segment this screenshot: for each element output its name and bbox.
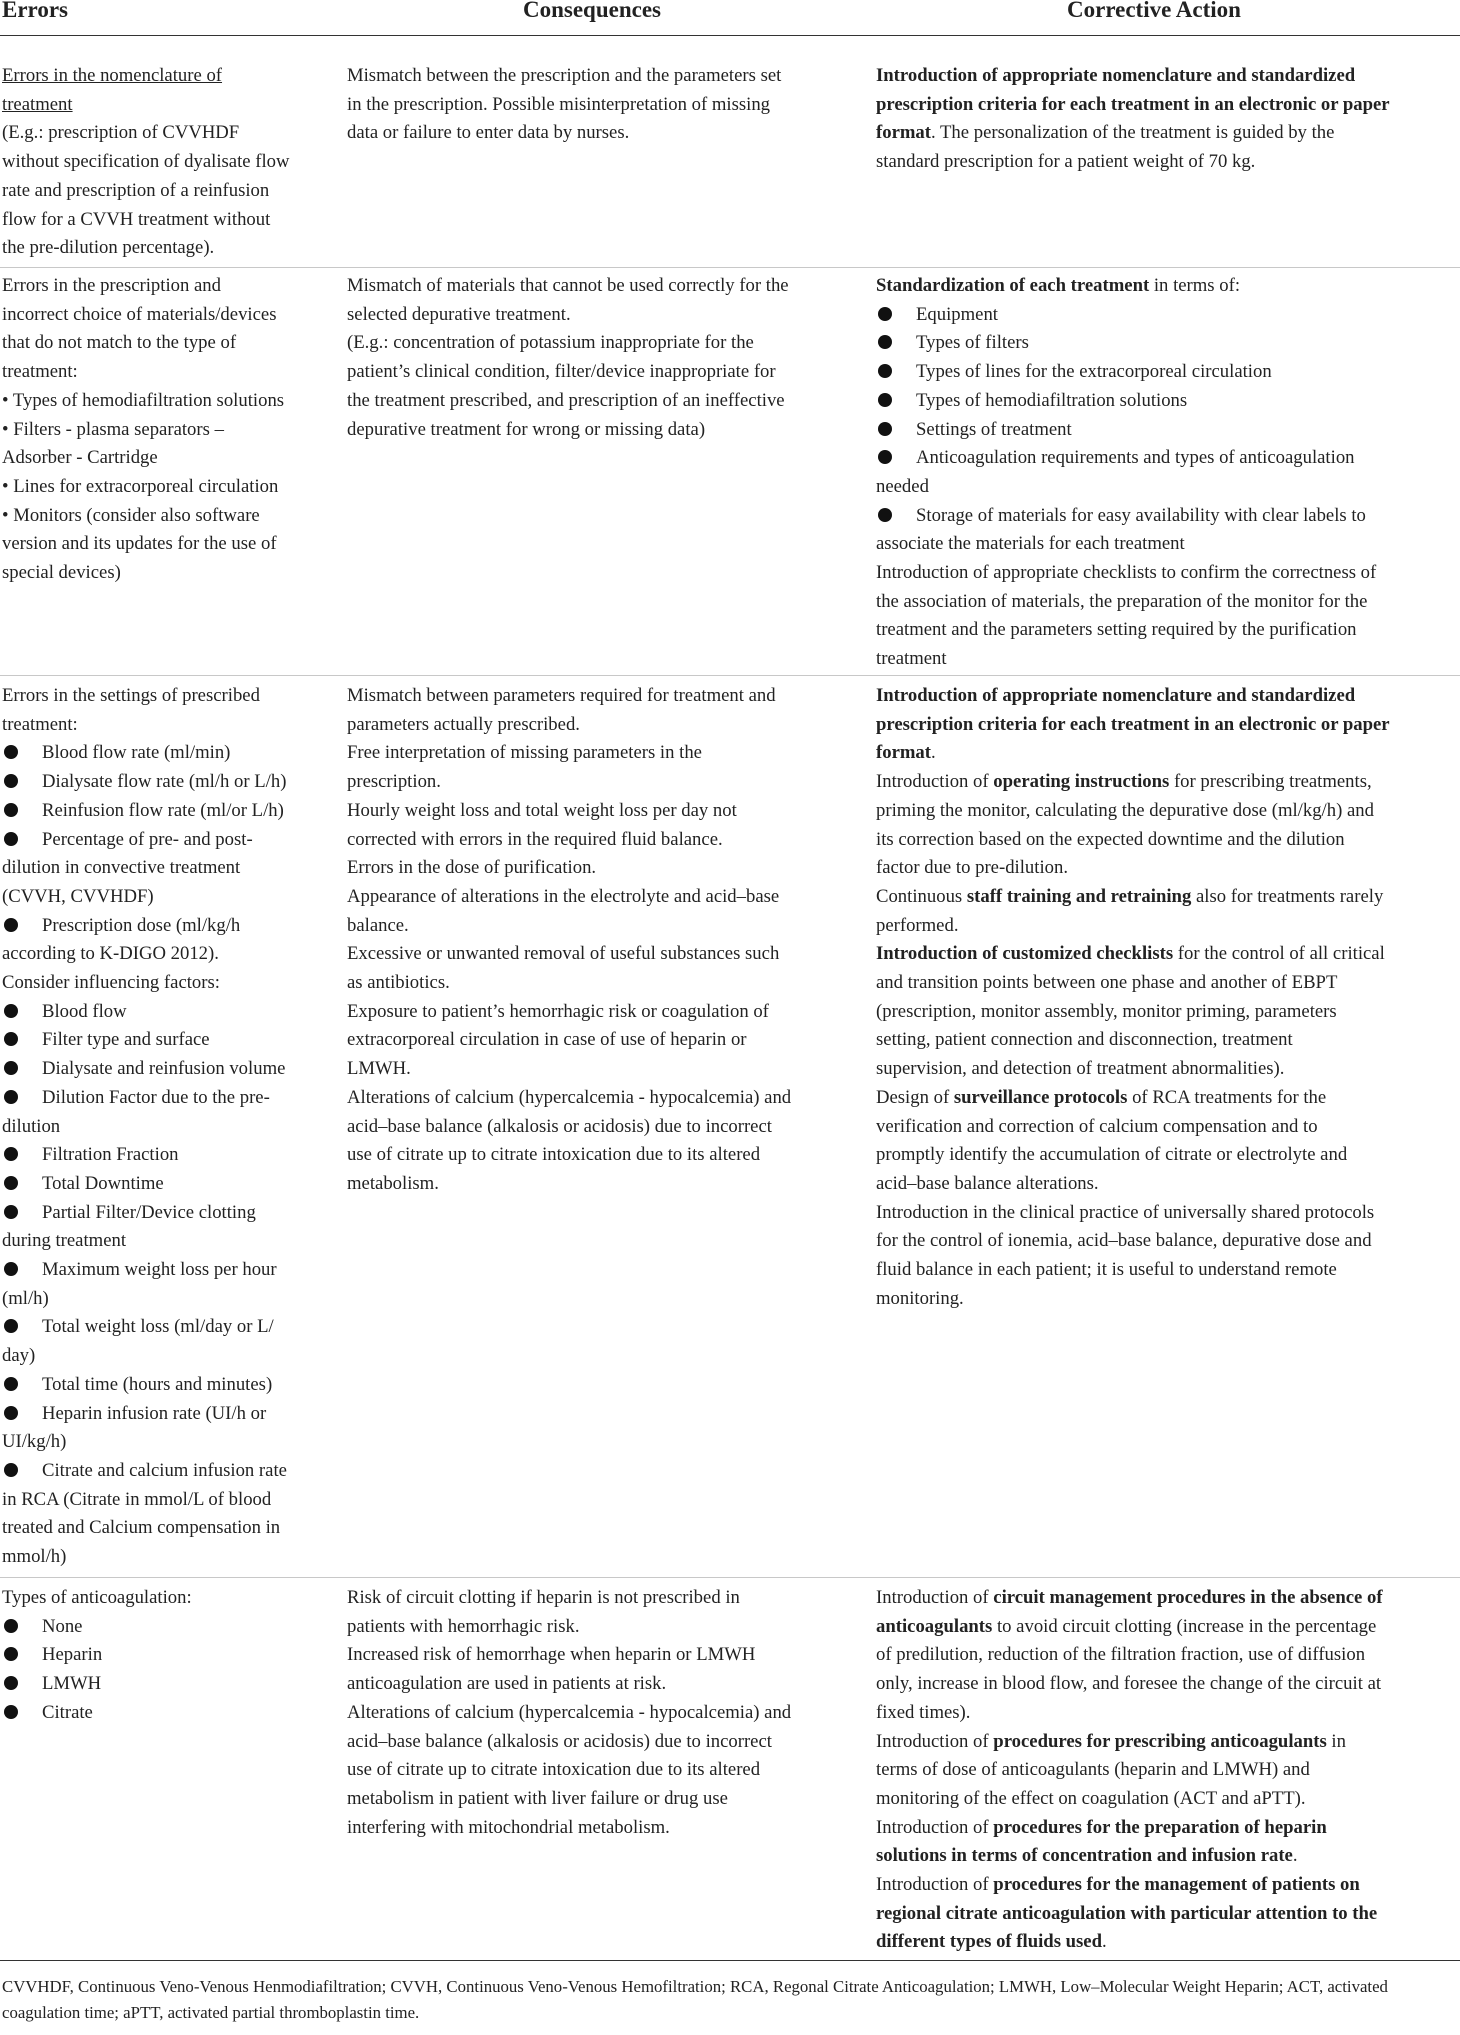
list-item: Citrate xyxy=(2,1699,332,1728)
consequences-text: Appearance of alterations in the electrolyte and acid–base xyxy=(347,885,780,907)
bullet-icon xyxy=(4,1061,18,1075)
errors-cell xyxy=(2,682,332,1572)
bullet-icon xyxy=(4,774,18,788)
corrective-bold-text: surveillance protocols xyxy=(953,1086,1128,1108)
corrective-text: for the control of ionemia, acid–base balance, depurative dose and xyxy=(876,1230,1372,1252)
list-item: Dialysate flow rate (ml/h or L/h) xyxy=(2,768,332,797)
errors-text: the pre-dilution percentage). xyxy=(2,237,215,259)
bullet-icon xyxy=(4,1262,18,1276)
list-item-cont: (ml/h) xyxy=(2,1287,49,1309)
corrective-text: its correction based on the expected downtime and the dilution xyxy=(876,828,1345,850)
corrective-text: performed. xyxy=(876,914,959,936)
corrective-bold-text: prescription criteria for each treatment in an electronic or paper xyxy=(876,93,1390,115)
bullet-icon xyxy=(4,1004,18,1018)
bullet-icon xyxy=(4,1176,18,1190)
corrective-text: . xyxy=(931,742,936,764)
bullet-icon xyxy=(4,1647,18,1661)
corrective-bold-text: staff training and retraining xyxy=(966,885,1192,907)
bullet-icon xyxy=(878,364,892,378)
corrective-text: promptly identify the accumulation of citrate or electrolyte and xyxy=(876,1144,1348,1166)
consequences-text: Mismatch of materials that cannot be used correctly for the xyxy=(347,275,789,296)
errors-text: Types of anticoagulation: xyxy=(2,1587,192,1608)
errors-text: treatment: xyxy=(2,361,78,383)
list-item: Total weight loss (ml/day or L/ xyxy=(2,1313,332,1342)
errors-title: Errors in the nomenclature of xyxy=(2,65,223,86)
bullet-icon xyxy=(4,1319,18,1333)
corrective-cell xyxy=(876,62,1460,177)
table-row xyxy=(0,682,1460,1578)
corrective-text: (prescription, monitor assembly, monitor priming, parameters xyxy=(876,1000,1337,1022)
bullet-icon xyxy=(878,393,892,407)
list-item: LMWH xyxy=(2,1670,332,1699)
corrective-text: Introduction of appropriate checklists to confirm the correctness of xyxy=(876,562,1377,584)
list-item-cont: needed xyxy=(876,475,929,497)
corrective-text: setting, patient connection and disconnection, treatment xyxy=(876,1029,1293,1051)
bullet-icon xyxy=(878,450,892,464)
list-item: Partial Filter/Device clotting xyxy=(2,1199,332,1228)
consequences-text: Alterations of calcium (hypercalcemia - hypocalcemia) and xyxy=(347,1701,792,1723)
consequences-text: Increased risk of hemorrhage when heparin or LMWH xyxy=(347,1644,756,1666)
list-item: Percentage of pre- and post- xyxy=(2,826,332,855)
corrective-cell: Introduction of circuit management procedures in the absence of anticoagulants to avoid circuit clotting (increase in the percentage of predilution, reduction of the filtration fraction, use of diffusion only, increase in blood flow, and foresee the change of the circuit at fixed times). Introduction of procedures for prescribing anticoagulants in terms of dose of anticoagulants (heparin and LMWH) and monitoring of the effect on coagulation (ACT and aPTT). Introduction of procedures for the preparation of heparin solutions in terms of concentration and infusion rate. Introduction of procedures for the management of patients on regional citrate anticoagulation with particular attention to the different types of fluids used. xyxy=(876,1584,1460,1957)
consequences-text: Excessive or unwanted removal of useful substances such xyxy=(347,943,780,965)
errors-text: (E.g.: prescription of CVVHDF xyxy=(2,122,240,144)
consequences-text: corrected with errors in the required fluid balance. xyxy=(347,828,723,850)
list-item: Types of filters xyxy=(876,329,1460,358)
errors-text: Errors in the prescription and xyxy=(2,275,221,296)
errors-text: without specification of dyalisate flow xyxy=(2,151,290,173)
bullet-icon xyxy=(4,1705,18,1719)
errors-text: rate and prescription of a reinfusion xyxy=(2,179,270,201)
errors-text: incorrect choice of materials/devices xyxy=(2,303,277,325)
consequences-text: Hourly weight loss and total weight loss per day not xyxy=(347,799,737,821)
errors-text: • Types of hemodiafiltration solutions xyxy=(2,389,285,411)
errors-text: • Lines for extracorporeal circulation xyxy=(2,475,279,497)
consequences-text: depurative treatment for wrong or missing data) xyxy=(347,418,706,440)
errors-text: flow for a CVVH treatment without xyxy=(2,208,271,230)
corrective-bold-text: Standardization of each treatment xyxy=(876,275,1150,296)
list-item-cont: UI/kg/h) xyxy=(2,1431,67,1453)
corrective-bold-text: Introduction of appropriate nomenclature and standardized xyxy=(876,685,1356,706)
consequences-text: in the prescription. Possible misinterpretation of missing xyxy=(347,93,771,115)
table-footnote: CVVHDF, Continuous Veno-Venous Henmodiafiltration; CVVH, Continuous Veno-Venous Hemofiltration; RCA, Regonal Citrate Anticoagulation; LMWH, Low–Molecular Weight Heparin; ACT, activated coagulation time; aPTT, activated partial thromboplastin time. xyxy=(2,1977,1388,2022)
bullet-icon xyxy=(4,1032,18,1046)
corrective-text: terms of dose of anticoagulants (heparin and LMWH) and xyxy=(876,1759,1310,1781)
list-item-cont: dilution xyxy=(2,1115,61,1137)
corrective-bold-text: format xyxy=(876,122,931,144)
corrective-text: monitoring of the effect on coagulation (ACT and aPTT). xyxy=(876,1787,1306,1809)
errors-cell xyxy=(2,62,332,263)
corrective-text: priming the monitor, calculating the depurative dose (ml/kg/h) and xyxy=(876,799,1374,821)
corrective-bold-text: regional citrate anticoagulation with particular attention to the xyxy=(876,1902,1378,1924)
list-item: Equipment xyxy=(876,301,1460,330)
corrective-bold-text: prescription criteria for each treatment in an electronic or paper xyxy=(876,713,1390,735)
corrective-bold-text: Introduction of appropriate nomenclature and standardized xyxy=(876,65,1356,86)
table-header-row xyxy=(0,0,1460,36)
corrective-bold-text: procedures for the management of patients on xyxy=(993,1874,1360,1896)
corrective-bold-text: procedures for prescribing anticoagulants xyxy=(993,1730,1327,1752)
list-item: Total Downtime xyxy=(2,1170,332,1199)
errors-cell xyxy=(2,272,332,588)
bullet-icon xyxy=(4,1676,18,1690)
consequences-text: Risk of circuit clotting if heparin is not prescribed in xyxy=(347,1587,740,1608)
corrective-text: monitoring. xyxy=(876,1287,964,1309)
list-item: Blood flow rate (ml/min) xyxy=(2,739,332,768)
errors-text: Consider influencing factors: xyxy=(2,972,220,994)
consequences-text: (E.g.: concentration of potassium inappropriate for the xyxy=(347,332,754,354)
list-item: None xyxy=(2,1613,332,1642)
list-item-cont: according to K-DIGO 2012). xyxy=(2,943,219,965)
list-item-cont: day) xyxy=(2,1345,36,1367)
corrective-bold-text: different types of fluids used xyxy=(876,1931,1102,1953)
consequences-text: Alterations of calcium (hypercalcemia - hypocalcemia) and xyxy=(347,1086,792,1108)
bullet-icon xyxy=(4,803,18,817)
corrective-text: standard prescription for a patient weight of 70 kg. xyxy=(876,151,1256,173)
header-consequences: Consequences xyxy=(523,0,662,22)
consequences-text: LMWH. xyxy=(347,1058,411,1080)
errors-text: • Filters - plasma separators – xyxy=(2,418,224,440)
consequences-text: interfering with mitochondrial metabolism. xyxy=(347,1816,670,1838)
bullet-icon xyxy=(878,508,892,522)
corrective-text: . The personalization of the treatment is guided by the xyxy=(931,122,1335,144)
consequences-cell xyxy=(347,62,861,148)
table-row xyxy=(0,272,1460,676)
bullet-icon xyxy=(4,1406,18,1420)
corrective-text: verification and correction of calcium compensation and to xyxy=(876,1115,1318,1137)
consequences-text: Exposure to patient’s hemorrhagic risk or coagulation of xyxy=(347,1000,769,1022)
list-item: Heparin infusion rate (UI/h or xyxy=(2,1400,332,1429)
bullet-icon xyxy=(4,918,18,932)
consequences-cell xyxy=(347,272,861,444)
errors-text: version and its updates for the use of xyxy=(2,533,277,555)
corrective-text: fixed times). xyxy=(876,1701,971,1723)
corrective-text: Introduction in the clinical practice of universally shared protocols xyxy=(876,1201,1375,1223)
consequences-text: balance. xyxy=(347,914,409,936)
errors-text: that do not match to the type of xyxy=(2,332,237,354)
list-item: Dialysate and reinfusion volume xyxy=(2,1055,332,1084)
consequences-text: patient’s clinical condition, filter/device inappropriate for xyxy=(347,361,776,383)
corrective-text: in terms of: xyxy=(1149,275,1241,296)
errors-text: Errors in the settings of prescribed xyxy=(2,685,260,706)
bullet-icon xyxy=(878,422,892,436)
consequences-text: use of citrate up to citrate intoxication due to its altered xyxy=(347,1144,761,1166)
consequences-cell xyxy=(347,1584,861,1842)
corrective-bold-text: anticoagulants xyxy=(876,1615,993,1637)
consequences-text: metabolism. xyxy=(347,1172,439,1194)
list-item: Filtration Fraction xyxy=(2,1141,332,1170)
corrective-bold-text: procedures for the preparation of heparin xyxy=(993,1816,1327,1838)
list-item-cont: mmol/h) xyxy=(2,1546,67,1568)
consequences-text: as antibiotics. xyxy=(347,972,450,994)
consequences-text: selected depurative treatment. xyxy=(347,303,571,325)
errors-text: special devices) xyxy=(2,562,121,584)
corrective-text: fluid balance in each patient; it is useful to understand remote xyxy=(876,1259,1337,1281)
corrective-text: only, increase in blood flow, and foresee the change of the circuit at xyxy=(876,1673,1382,1695)
list-item: Maximum weight loss per hour xyxy=(2,1256,332,1285)
consequences-text: Mismatch between the prescription and the parameters set xyxy=(347,65,782,86)
bullet-icon xyxy=(4,1377,18,1391)
consequences-text: anticoagulation are used in patients at risk. xyxy=(347,1673,667,1695)
corrective-text: factor due to pre-dilution. xyxy=(876,857,1069,879)
list-item-cont: treated and Calcium compensation in xyxy=(2,1517,281,1539)
list-item: Heparin xyxy=(2,1641,332,1670)
bullet-icon xyxy=(4,1463,18,1477)
consequences-text: acid–base balance (alkalosis or acidosis) due to incorrect xyxy=(347,1730,772,1752)
list-item: Prescription dose (ml/kg/h xyxy=(2,912,332,941)
list-item: Types of hemodiafiltration solutions xyxy=(876,387,1460,416)
consequences-text: Free interpretation of missing parameters in the xyxy=(347,742,702,764)
bullet-icon xyxy=(4,1205,18,1219)
list-item-cont: (CVVH, CVVHDF) xyxy=(2,885,154,907)
list-item: Dilution Factor due to the pre- xyxy=(2,1084,332,1113)
corrective-text: treatment xyxy=(876,648,947,670)
consequences-text: the treatment prescribed, and prescription of an ineffective xyxy=(347,389,785,411)
corrective-text: and transition points between one phase and another of EBPT xyxy=(876,972,1338,994)
corrective-text: the association of materials, the preparation of the monitor for the xyxy=(876,590,1368,612)
list-item: Anticoagulation requirements and types of anticoagulation xyxy=(876,444,1460,473)
bullet-icon xyxy=(878,307,892,321)
bullet-icon xyxy=(4,1147,18,1161)
errors-text: • Monitors (consider also software xyxy=(2,504,260,526)
list-item: Reinfusion flow rate (ml/or L/h) xyxy=(2,797,332,826)
header-corrective-action: Corrective Action xyxy=(1067,0,1241,22)
corrective-bold-text: format xyxy=(876,742,931,764)
list-item: Types of lines for the extracorporeal circulation xyxy=(876,358,1460,387)
list-item: Settings of treatment xyxy=(876,416,1460,445)
corrective-cell xyxy=(876,272,1460,674)
errors-title: treatment xyxy=(2,93,73,115)
consequences-text: use of citrate up to citrate intoxication due to its altered xyxy=(347,1759,761,1781)
list-item: Citrate and calcium infusion rate xyxy=(2,1457,332,1486)
list-item-cont: in RCA (Citrate in mmol/L of blood xyxy=(2,1488,272,1510)
corrective-bold-text: operating instructions xyxy=(993,771,1170,793)
corrective-bold-text: Introduction of customized checklists xyxy=(876,943,1174,965)
bullet-icon xyxy=(4,1619,18,1633)
corrective-text: acid–base balance alterations. xyxy=(876,1172,1099,1194)
corrective-text: of predilution, reduction of the filtration fraction, use of diffusion xyxy=(876,1644,1366,1666)
list-item-cont: during treatment xyxy=(2,1230,127,1252)
bullet-icon xyxy=(878,335,892,349)
bullet-icon xyxy=(4,832,18,846)
list-item: Storage of materials for easy availability with clear labels to xyxy=(876,502,1460,531)
errors-cell xyxy=(2,1584,332,1728)
corrective-bold-text: solutions in terms of concentration and infusion rate xyxy=(876,1845,1293,1867)
bullet-icon xyxy=(4,745,18,759)
errors-text: treatment: xyxy=(2,713,78,735)
list-item: Blood flow xyxy=(2,998,332,1027)
list-item-cont: associate the materials for each treatment xyxy=(876,533,1185,555)
table-row xyxy=(0,62,1460,268)
table-row xyxy=(0,1584,1460,1961)
corrective-text: supervision, and detection of treatment abnormalities). xyxy=(876,1058,1285,1080)
consequences-text: acid–base balance (alkalosis or acidosis) due to incorrect xyxy=(347,1115,772,1137)
consequences-text: patients with hemorrhagic risk. xyxy=(347,1615,580,1637)
list-item: Total time (hours and minutes) xyxy=(2,1371,332,1400)
corrective-text: treatment and the parameters setting required by the purification xyxy=(876,619,1357,641)
consequences-text: prescription. xyxy=(347,771,441,793)
header-errors: Errors xyxy=(2,0,69,22)
bullet-icon xyxy=(4,1090,18,1104)
consequences-text: data or failure to enter data by nurses. xyxy=(347,122,630,144)
errors-text: Adsorber - Cartridge xyxy=(2,447,158,469)
consequences-text: extracorporeal circulation in case of use of heparin or xyxy=(347,1029,747,1051)
list-item-cont: dilution in convective treatment xyxy=(2,857,241,879)
consequences-cell xyxy=(347,682,861,1199)
consequences-text: metabolism in patient with liver failure or drug use xyxy=(347,1787,728,1809)
corrective-bold-text: circuit management procedures in the absence of xyxy=(993,1587,1383,1608)
consequences-text: Mismatch between parameters required for treatment and xyxy=(347,685,776,706)
consequences-text: Errors in the dose of purification. xyxy=(347,857,597,879)
list-item: Filter type and surface xyxy=(2,1026,332,1055)
corrective-cell: Introduction of appropriate nomenclature and standardized prescription criteria for each treatment in an electronic or paper format. Introduction of operating instructions for prescribing treatments, priming the monitor, calculating the depurative dose (ml/kg/h) and its correction based on the expected downtime and the dilution factor due to pre-dilution. Continuous staff training and retraining also for treatments rarely performed. Introduction of customized checklists for the control of all critical and transition points between one phase and another of EBPT (prescription, monitor assembly, monitor priming, parameters setting, patient connection and disconnection, treatment supervision, and detection of treatment abnormalities). Design of surveillance protocols of RCA treatments for the verification and correction of calcium compensation and to promptly identify the accumulation of citrate or electrolyte and acid–base balance alterations. Introduction in the clinical practice of universally shared protocols for the control of ionemia, acid–base balance, depurative dose and fluid balance in each patient; it is useful to understand remote monitoring. xyxy=(876,682,1460,1313)
consequences-text: parameters actually prescribed. xyxy=(347,713,580,735)
